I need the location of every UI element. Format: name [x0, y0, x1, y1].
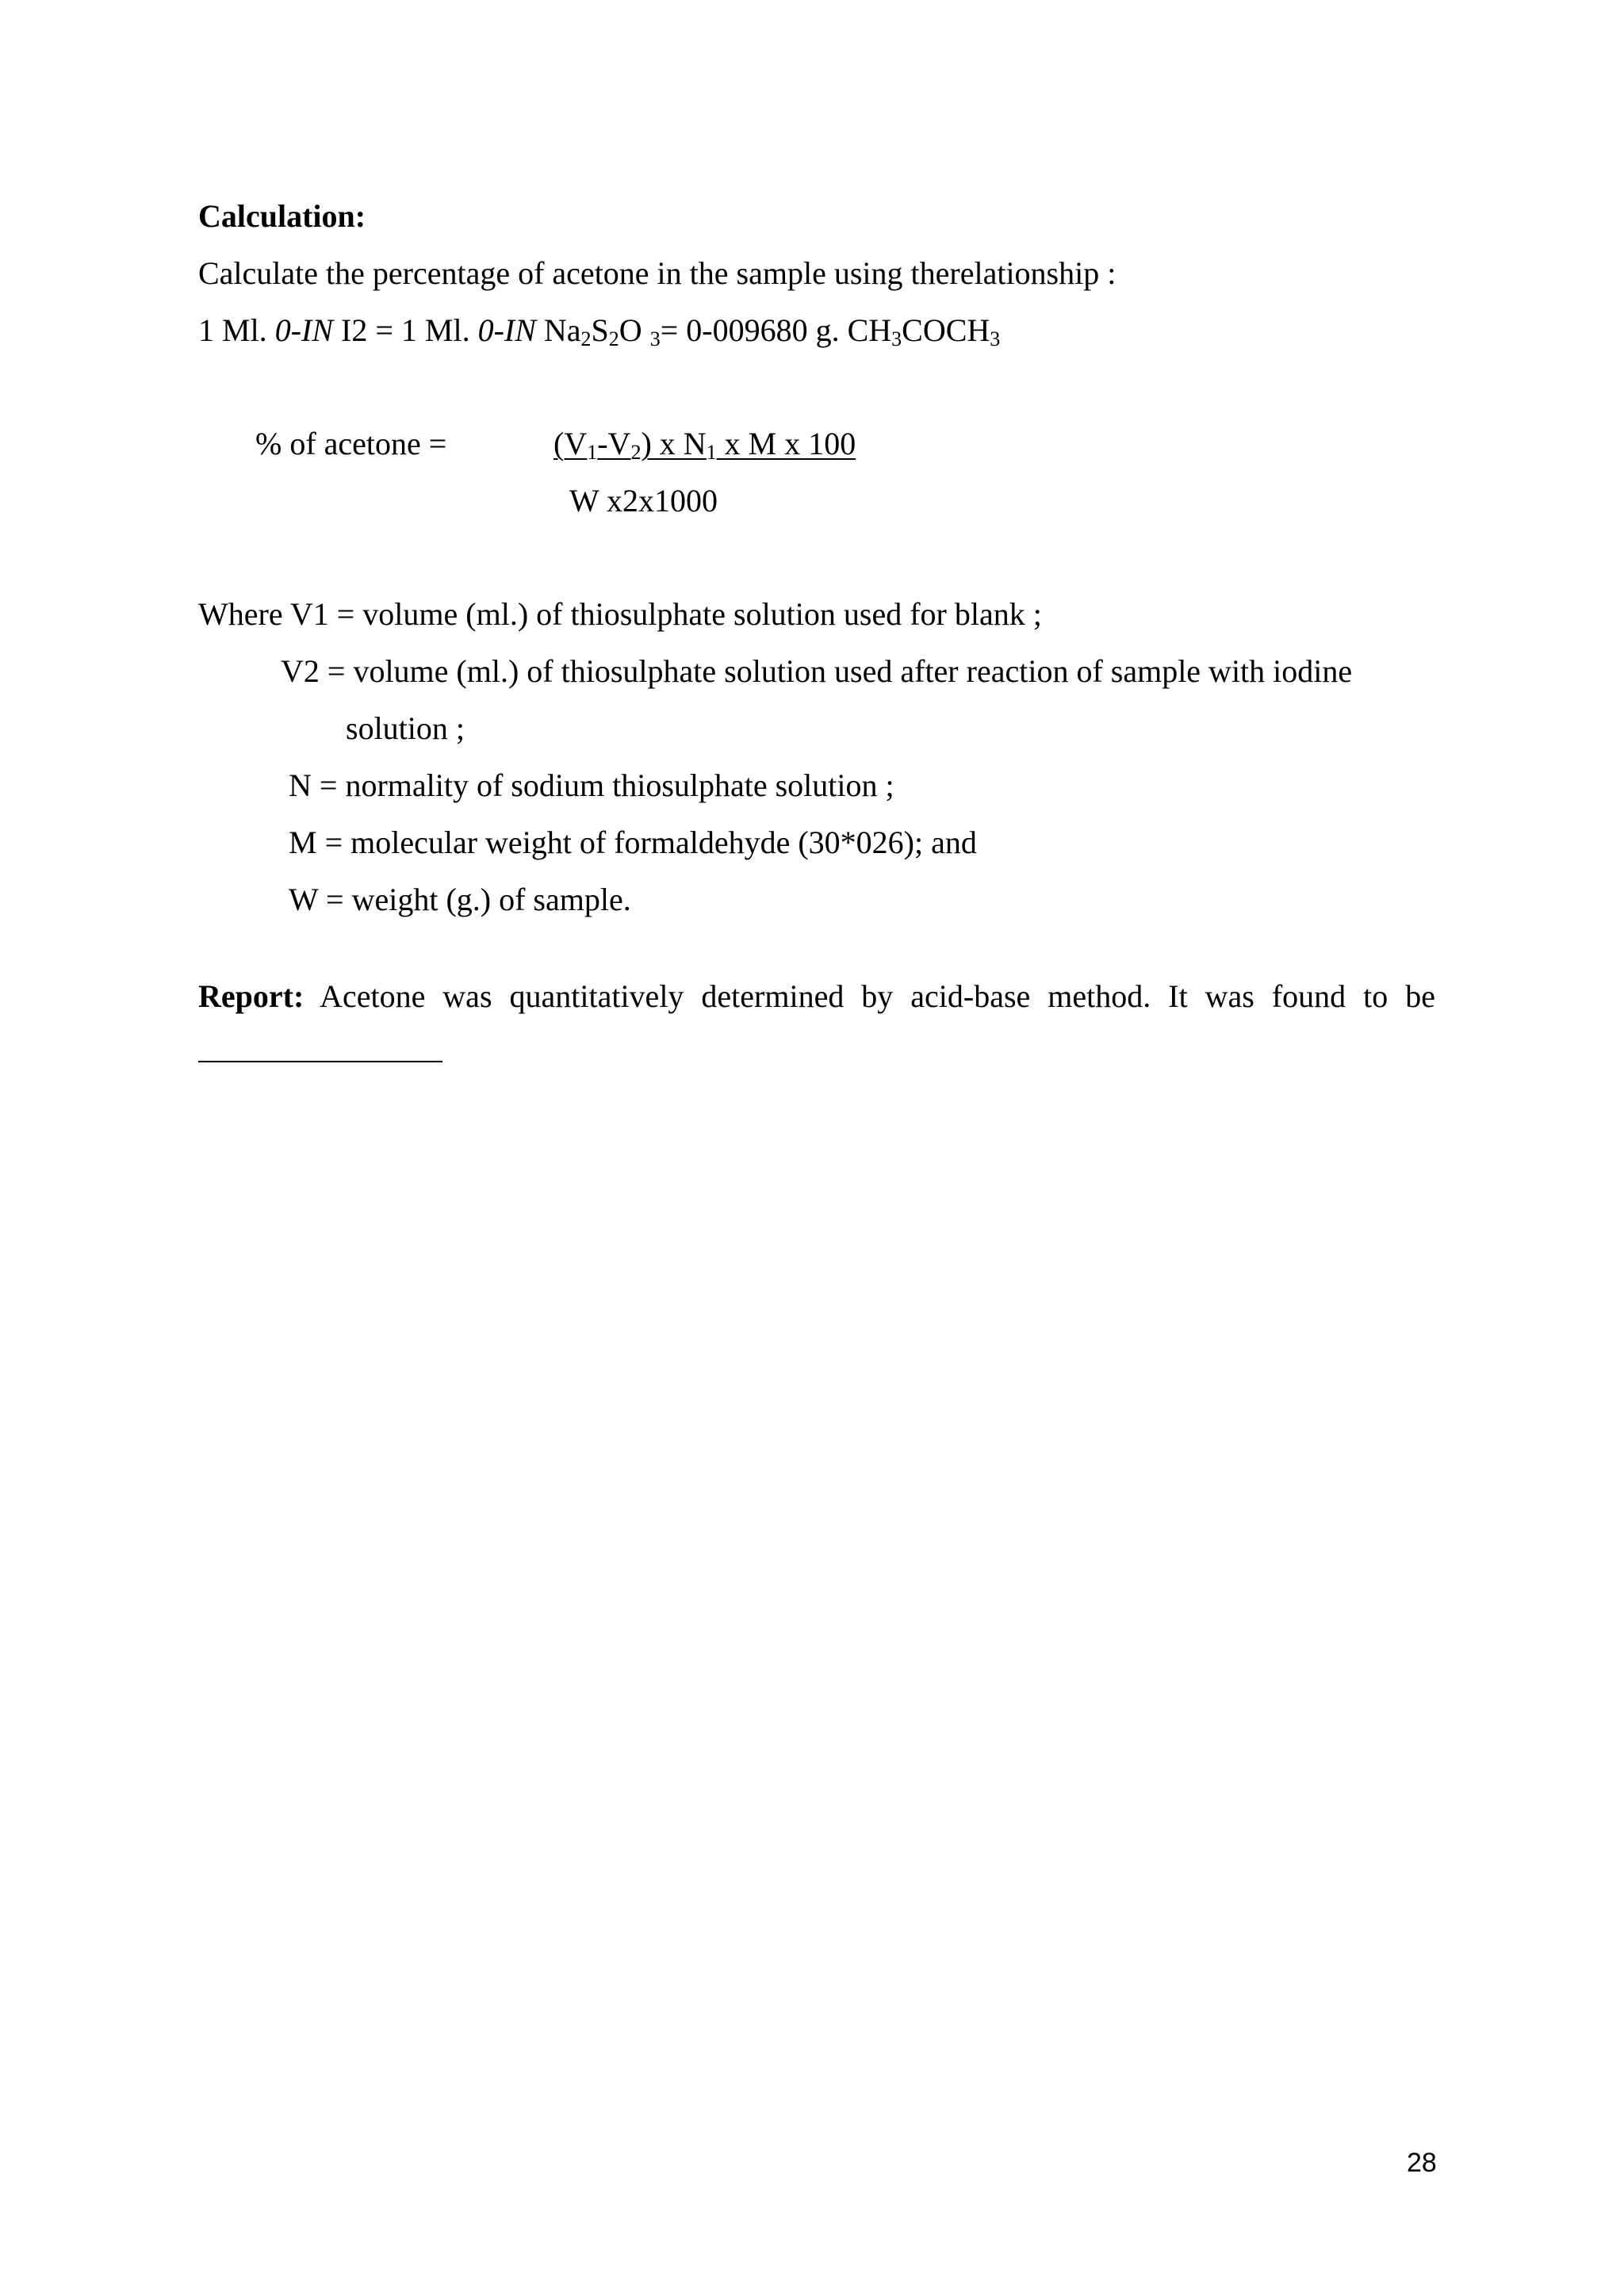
answer-blank	[198, 1031, 442, 1062]
where-n: N = normality of sodium thiosulphate solution ;	[289, 767, 894, 803]
where-v2: V2 = volume (ml.) of thiosulphate solution used after reaction of sample with iodine	[281, 653, 1353, 689]
report-text: Acetone was quantitatively determined by acid-base method. It was found to be	[304, 978, 1435, 1014]
report-label: Report:	[198, 978, 304, 1014]
formula-lhs: % of acetone =	[255, 426, 447, 461]
section-heading: Calculation:	[198, 198, 366, 234]
where-m: M = molecular weight of formaldehyde (30*026); and	[289, 825, 977, 860]
intro-text: Calculate the percentage of acetone in the sample using therelationship :	[198, 255, 1116, 291]
page-number: 28	[1407, 2148, 1437, 2178]
formula-denominator: W x2x1000	[569, 483, 718, 519]
relationship-line: 1 Ml. 0-IN I2 = 1 Ml. 0-IN $Na_2S_2O$ $_3$= 0-009680 g. $CH_3COCH_3$	[198, 312, 1001, 350]
where-w: W = weight (g.) of sample.	[289, 882, 631, 917]
report-paragraph	[198, 969, 1435, 1080]
where-v1: Where V1 = volume (ml.) of thiosulphate solution used for blank ;	[198, 596, 1042, 632]
formula-numerator: $(V_1-V_2)$ x $N_1$ x M x 100	[553, 426, 856, 464]
where-v2-continued: solution ;	[346, 710, 465, 746]
